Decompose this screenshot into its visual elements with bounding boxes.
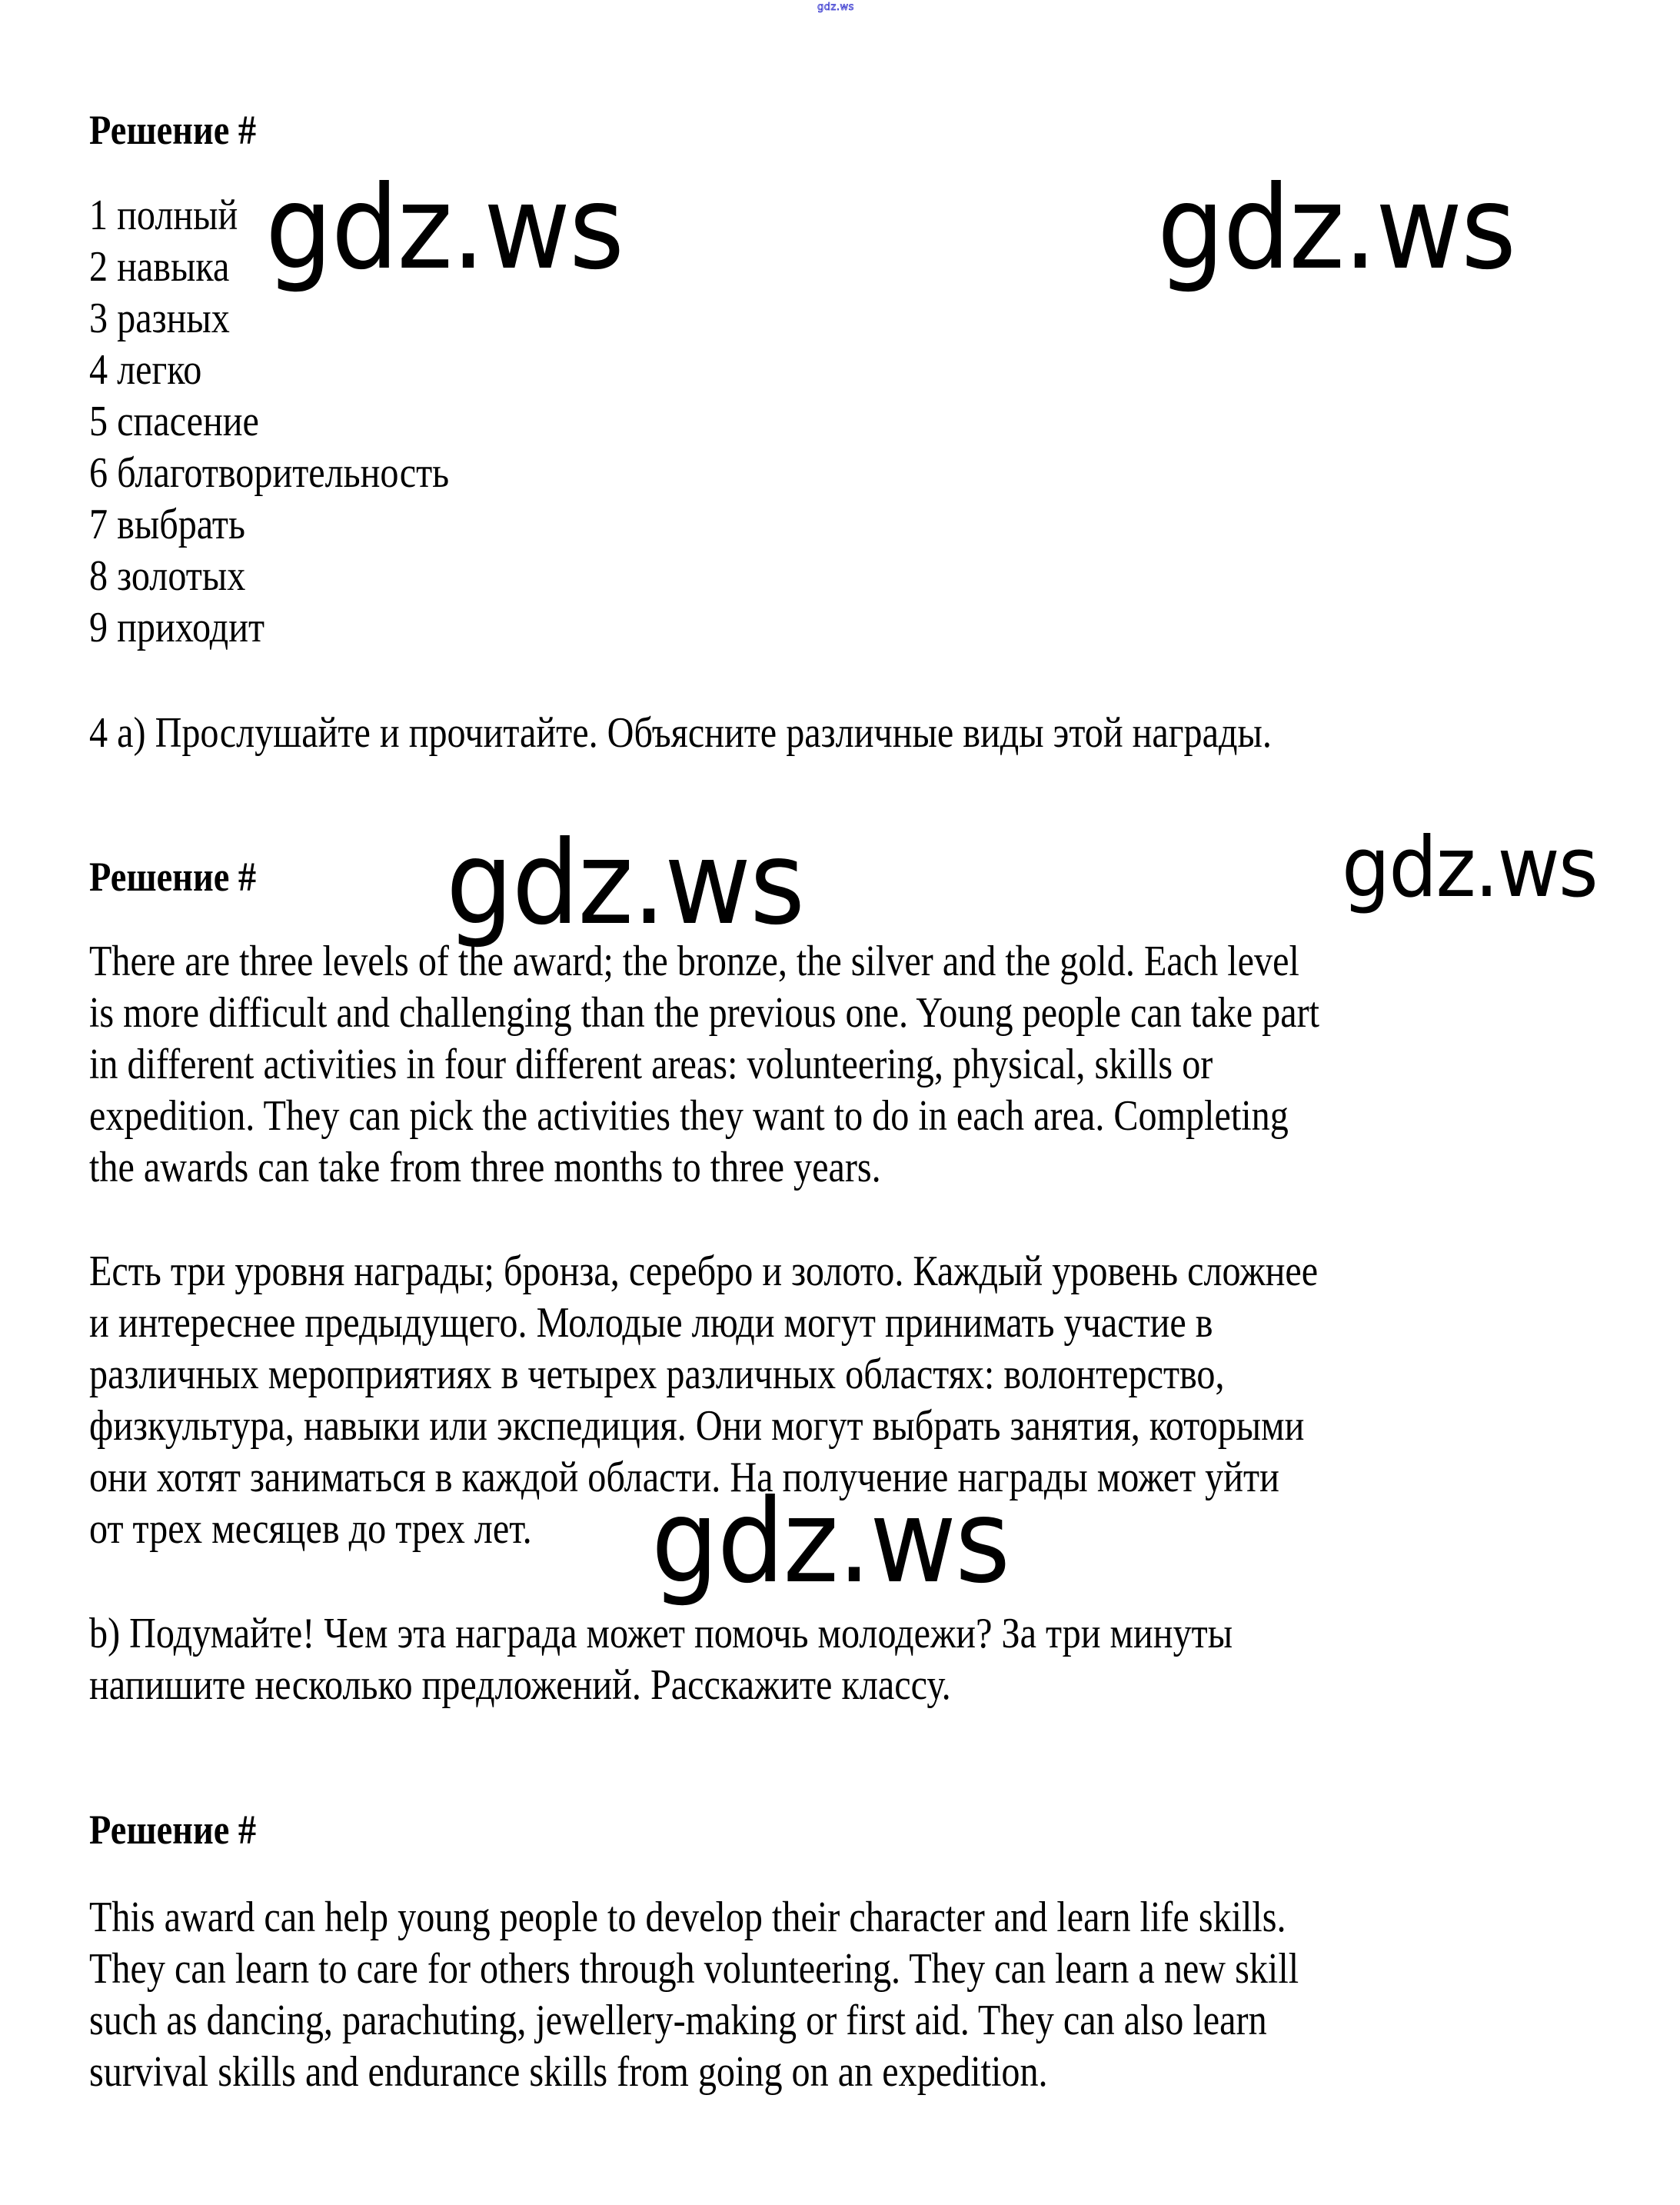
answer-item: 4 легко (89, 346, 202, 394)
watermark-2: gdz.ws (1157, 162, 1515, 295)
paragraph-line: и интереснее предыдущего. Молодые люди могут принимать участие в (89, 1299, 1213, 1347)
answer-item: 2 навыка (89, 243, 230, 291)
watermark-1: gdz.ws (265, 162, 624, 295)
answer-item: 8 золотых (89, 552, 246, 600)
paragraph-line: от трех месяцев до трех лет. (89, 1505, 532, 1553)
task-4a-text: 4 а) Прослушайте и прочитайте. Объясните различные виды этой награды. (89, 709, 1272, 757)
answer-item: 9 приходит (89, 604, 265, 651)
paragraph-line: This award can help young people to develop their character and learn life skills. (89, 1894, 1286, 1941)
solution-heading-3: Решение # (89, 1807, 257, 1853)
paragraph-line: expedition. They can pick the activities they want to do in each area. Completing (89, 1092, 1289, 1140)
solution-heading-2: Решение # (89, 854, 257, 900)
paragraph-line: b) Подумайте! Чем эта награда может помочь молодежи? За три минуты (89, 1610, 1233, 1657)
watermark-3: gdz.ws (446, 817, 804, 951)
top-watermark-link[interactable]: gdz.ws (817, 2, 854, 13)
solution-heading-1: Решение # (89, 107, 257, 153)
answer-item: 3 разных (89, 295, 230, 342)
answer-item: 7 выбрать (89, 501, 245, 548)
paragraph-line: survival skills and endurance skills from going on an expedition. (89, 2048, 1048, 2096)
paragraph-line: such as dancing, parachuting, jewellery-making or first aid. They can also learn (89, 1997, 1267, 2044)
paragraph-line: in different activities in four different areas: volunteering, physical, skills or (89, 1041, 1213, 1088)
watermark-5: gdz.ws (651, 1475, 1010, 1609)
paragraph-line: the awards can take from three months to three years. (89, 1144, 881, 1191)
answer-item: 5 спасение (89, 398, 259, 445)
answer-item: 6 благотворительность (89, 449, 450, 497)
answer-item: 1 полный (89, 192, 238, 239)
paragraph-line: физкультура, навыки или экспедиция. Они могут выбрать занятия, которыми (89, 1402, 1305, 1450)
paragraph-line: они хотят заниматься в каждой области. На получение награды может уйти (89, 1454, 1279, 1501)
paragraph-line: is more difficult and challenging than the previous one. Young people can take part (89, 989, 1320, 1037)
paragraph-line: There are three levels of the award; the bronze, the silver and the gold. Each level (89, 938, 1299, 985)
paragraph-line: различных мероприятиях в четырех различных областях: волонтерство, (89, 1351, 1225, 1398)
watermark-4: gdz.ws (1342, 820, 1597, 916)
paragraph-line: напишите несколько предложений. Расскажите классу. (89, 1661, 951, 1709)
paragraph-line: They can learn to care for others through volunteering. They can learn a new skill (89, 1945, 1299, 1993)
paragraph-line: Есть три уровня награды; бронза, серебро и золото. Каждый уровень сложнее (89, 1247, 1319, 1295)
